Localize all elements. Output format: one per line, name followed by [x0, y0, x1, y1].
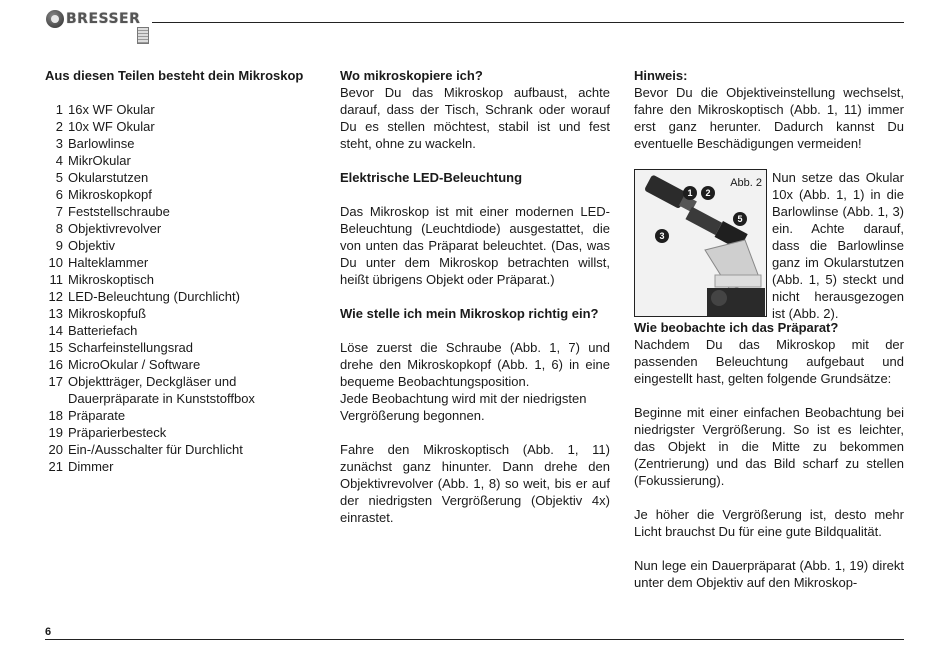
- figure-abb-2: [634, 169, 767, 317]
- section-body-setup-1: Löse zuerst die Schraube (Abb. 1, 7) und drehe den Mikroskopkopf (Abb. 1, 6) in eine bequeme Beobachtungsposition.: [340, 340, 610, 389]
- section-heading-setup: Wie stelle ich mein Mikroskop richtig ein?: [340, 306, 599, 321]
- section-body-observe-1: Nachdem Du das Mikroskop mit der passenden Beleuchtung aufgebaut und eingestellt hast, gelten folgende Grundsätze:: [634, 337, 904, 386]
- list-item-number: 8: [55, 221, 63, 236]
- figure-caption: Abb. 2: [730, 177, 762, 189]
- section-body-led: Das Mikroskop ist mit einer modernen LED-Beleuchtung (Leuchtdiode) ausgestattet, die von unten das Präparat beleuchtet. (Das, was Du unter dem Mikroskop betrachten willst, heißt übrigens Objekt oder Präparat.): [340, 204, 610, 287]
- list-item-label: Präparate: [68, 408, 126, 423]
- section-body-observe-4: Nun lege ein Dauerpräparat (Abb. 1, 19) direkt unter dem Objektiv auf den Mikroskop-: [634, 558, 904, 590]
- list-item: [45, 458, 325, 475]
- list-item-label: Ein-/Ausschalter für Durchlicht: [68, 442, 243, 457]
- list-item-number: 6: [55, 187, 63, 202]
- column-parts-list: [45, 67, 325, 475]
- header-divider: [152, 22, 904, 23]
- list-item-label: MicroOkular / Software: [68, 357, 201, 372]
- section-body-observe-3: Je höher die Vergrößerung ist, desto mehr Licht brauchst Du für eine gute Bildqualität.: [634, 507, 904, 539]
- list-item: [45, 220, 325, 237]
- list-item-number: 14: [48, 323, 63, 338]
- list-item: [45, 407, 325, 424]
- list-item-label: Präparierbesteck: [68, 425, 167, 440]
- logo-badge-icon: [137, 27, 149, 44]
- list-item-label: MikrOkular: [68, 153, 131, 168]
- list-item-number: 4: [55, 153, 63, 168]
- parts-heading: Aus diesen Teilen besteht dein Mikroskop: [45, 68, 304, 83]
- section-body-where: Bevor Du das Mikroskop aufbaust, achte darauf, dass der Tisch, Schrank oder worauf Du es stellen möchtest, stabil ist und fest steht, ohne zu wackeln.: [340, 85, 610, 151]
- list-item: [45, 135, 325, 152]
- figure-label-2: 2: [701, 186, 715, 200]
- list-item-label: Batteriefach: [68, 323, 138, 338]
- column-setup: [340, 67, 610, 526]
- list-item-label: Mikroskoptisch: [68, 272, 154, 287]
- list-item-number: 16: [48, 357, 63, 372]
- list-item-number: 20: [48, 442, 63, 457]
- list-item-label: Feststellschraube: [68, 204, 170, 219]
- section-heading-led: Elektrische LED-Beleuchtung: [340, 170, 523, 185]
- list-item: [45, 254, 325, 271]
- list-item: [45, 441, 325, 458]
- list-item-number: 12: [48, 289, 63, 304]
- list-item-number: 1: [55, 102, 63, 117]
- list-item-number: 13: [48, 306, 63, 321]
- section-body-observe-2: Beginne mit einer einfachen Beobachtung bei niedrigster Vergrößerung. So ist es leichter, das Objekt in die Mitte zu bekommen (Zentrierung) und das Bild scharf zu stellen (Fokussierung).: [634, 405, 904, 488]
- list-item-label: Barlowlinse: [68, 136, 135, 151]
- list-item-label: LED-Beleuchtung (Durchlicht): [68, 289, 240, 304]
- figure-label-5: 5: [733, 212, 747, 226]
- list-item-number: 9: [55, 238, 63, 253]
- logo-text: BRESSER: [66, 11, 141, 27]
- list-item-label: Dimmer: [68, 459, 114, 474]
- list-item: [45, 186, 325, 203]
- list-item: [45, 288, 325, 305]
- section-heading-observe: Wie beobachte ich das Präparat?: [634, 320, 839, 335]
- section-body-setup-3: Fahre den Mikroskoptisch (Abb. 1, 11) zunächst ganz hinunter. Dann drehe den Objektivrevolver (Abb. 1, 8) so weit, bis er auf der niedrigsten Vergrößerung (Objektiv 4x) einrastet.: [340, 442, 610, 525]
- list-item-label: Objektträger, Deckgläser und: [68, 374, 237, 389]
- list-item: [45, 152, 325, 169]
- list-item-number: 21: [48, 459, 63, 474]
- hint-body: Bevor Du die Objektiveinstellung wechselst, fahre den Mikroskoptisch (Abb. 1, 11) immer erst ganz herunter. Dadurch kannst Du eventuelle Beschädigungen vermeiden!: [634, 85, 904, 151]
- list-item-number: 2: [55, 119, 63, 134]
- page-header: [0, 0, 950, 50]
- list-item-number: 3: [55, 136, 63, 151]
- list-item: [45, 339, 325, 356]
- list-item-number: 11: [49, 272, 63, 287]
- list-item-number: 10: [48, 255, 63, 270]
- figure-block: [634, 169, 904, 319]
- section-body-setup-2: Jede Beobachtung wird mit der niedrigsten Vergrößerung begonnen.: [340, 391, 587, 423]
- list-item-number: 19: [48, 425, 63, 440]
- list-item: [45, 322, 325, 339]
- list-item-continuation: [45, 390, 325, 407]
- bresser-logo: [46, 9, 156, 43]
- list-item-label: Halteklammer: [68, 255, 149, 270]
- list-item-label: Mikroskopfuß: [68, 306, 147, 321]
- footer-divider: [45, 639, 904, 640]
- list-item: [45, 424, 325, 441]
- list-item-number: 7: [55, 204, 63, 219]
- list-item: [45, 118, 325, 135]
- hint-heading: Hinweis:: [634, 68, 688, 83]
- list-item: [45, 203, 325, 220]
- list-item-label-continued: Dauerpräparate in Kunststoffbox: [68, 391, 255, 406]
- list-item-label: 10x WF Okular: [68, 119, 155, 134]
- list-item: [45, 169, 325, 186]
- list-item-label: Objektiv: [68, 238, 115, 253]
- list-item-label: Okularstutzen: [68, 170, 149, 185]
- list-item: [45, 101, 325, 118]
- list-item-label: Scharfeinstellungsrad: [68, 340, 194, 355]
- figure-label-3: 3: [655, 229, 669, 243]
- list-item-number: 15: [48, 340, 63, 355]
- list-item: [45, 356, 325, 373]
- list-item-label: 16x WF Okular: [68, 102, 155, 117]
- list-item-label: Mikroskopkopf: [68, 187, 152, 202]
- list-item: [45, 305, 325, 322]
- logo-emblem-icon: [46, 10, 64, 28]
- list-item-label: Objektivrevolver: [68, 221, 162, 236]
- list-item-number: 5: [55, 170, 63, 185]
- figure-side-text: Nun setze das Okular 10x (Abb. 1, 1) in die Barlowlinse (Abb. 1, 3) ein. Achte darauf, dass die Barlowlinse ganz im Okularstutzen (Abb. 1, 5) steckt und nicht herausgezogen ist (Abb. 2).: [772, 170, 904, 321]
- list-item: [45, 373, 325, 390]
- list-item-number: 17: [48, 374, 63, 389]
- section-heading-where: Wo mikroskopiere ich?: [340, 68, 483, 83]
- figure-label-1: 1: [683, 186, 697, 200]
- list-item: [45, 271, 325, 288]
- page-number: 6: [45, 626, 52, 638]
- list-item: [45, 237, 325, 254]
- list-item-number: 18: [48, 408, 63, 423]
- column-observation: [634, 67, 904, 591]
- parts-list: [45, 101, 325, 475]
